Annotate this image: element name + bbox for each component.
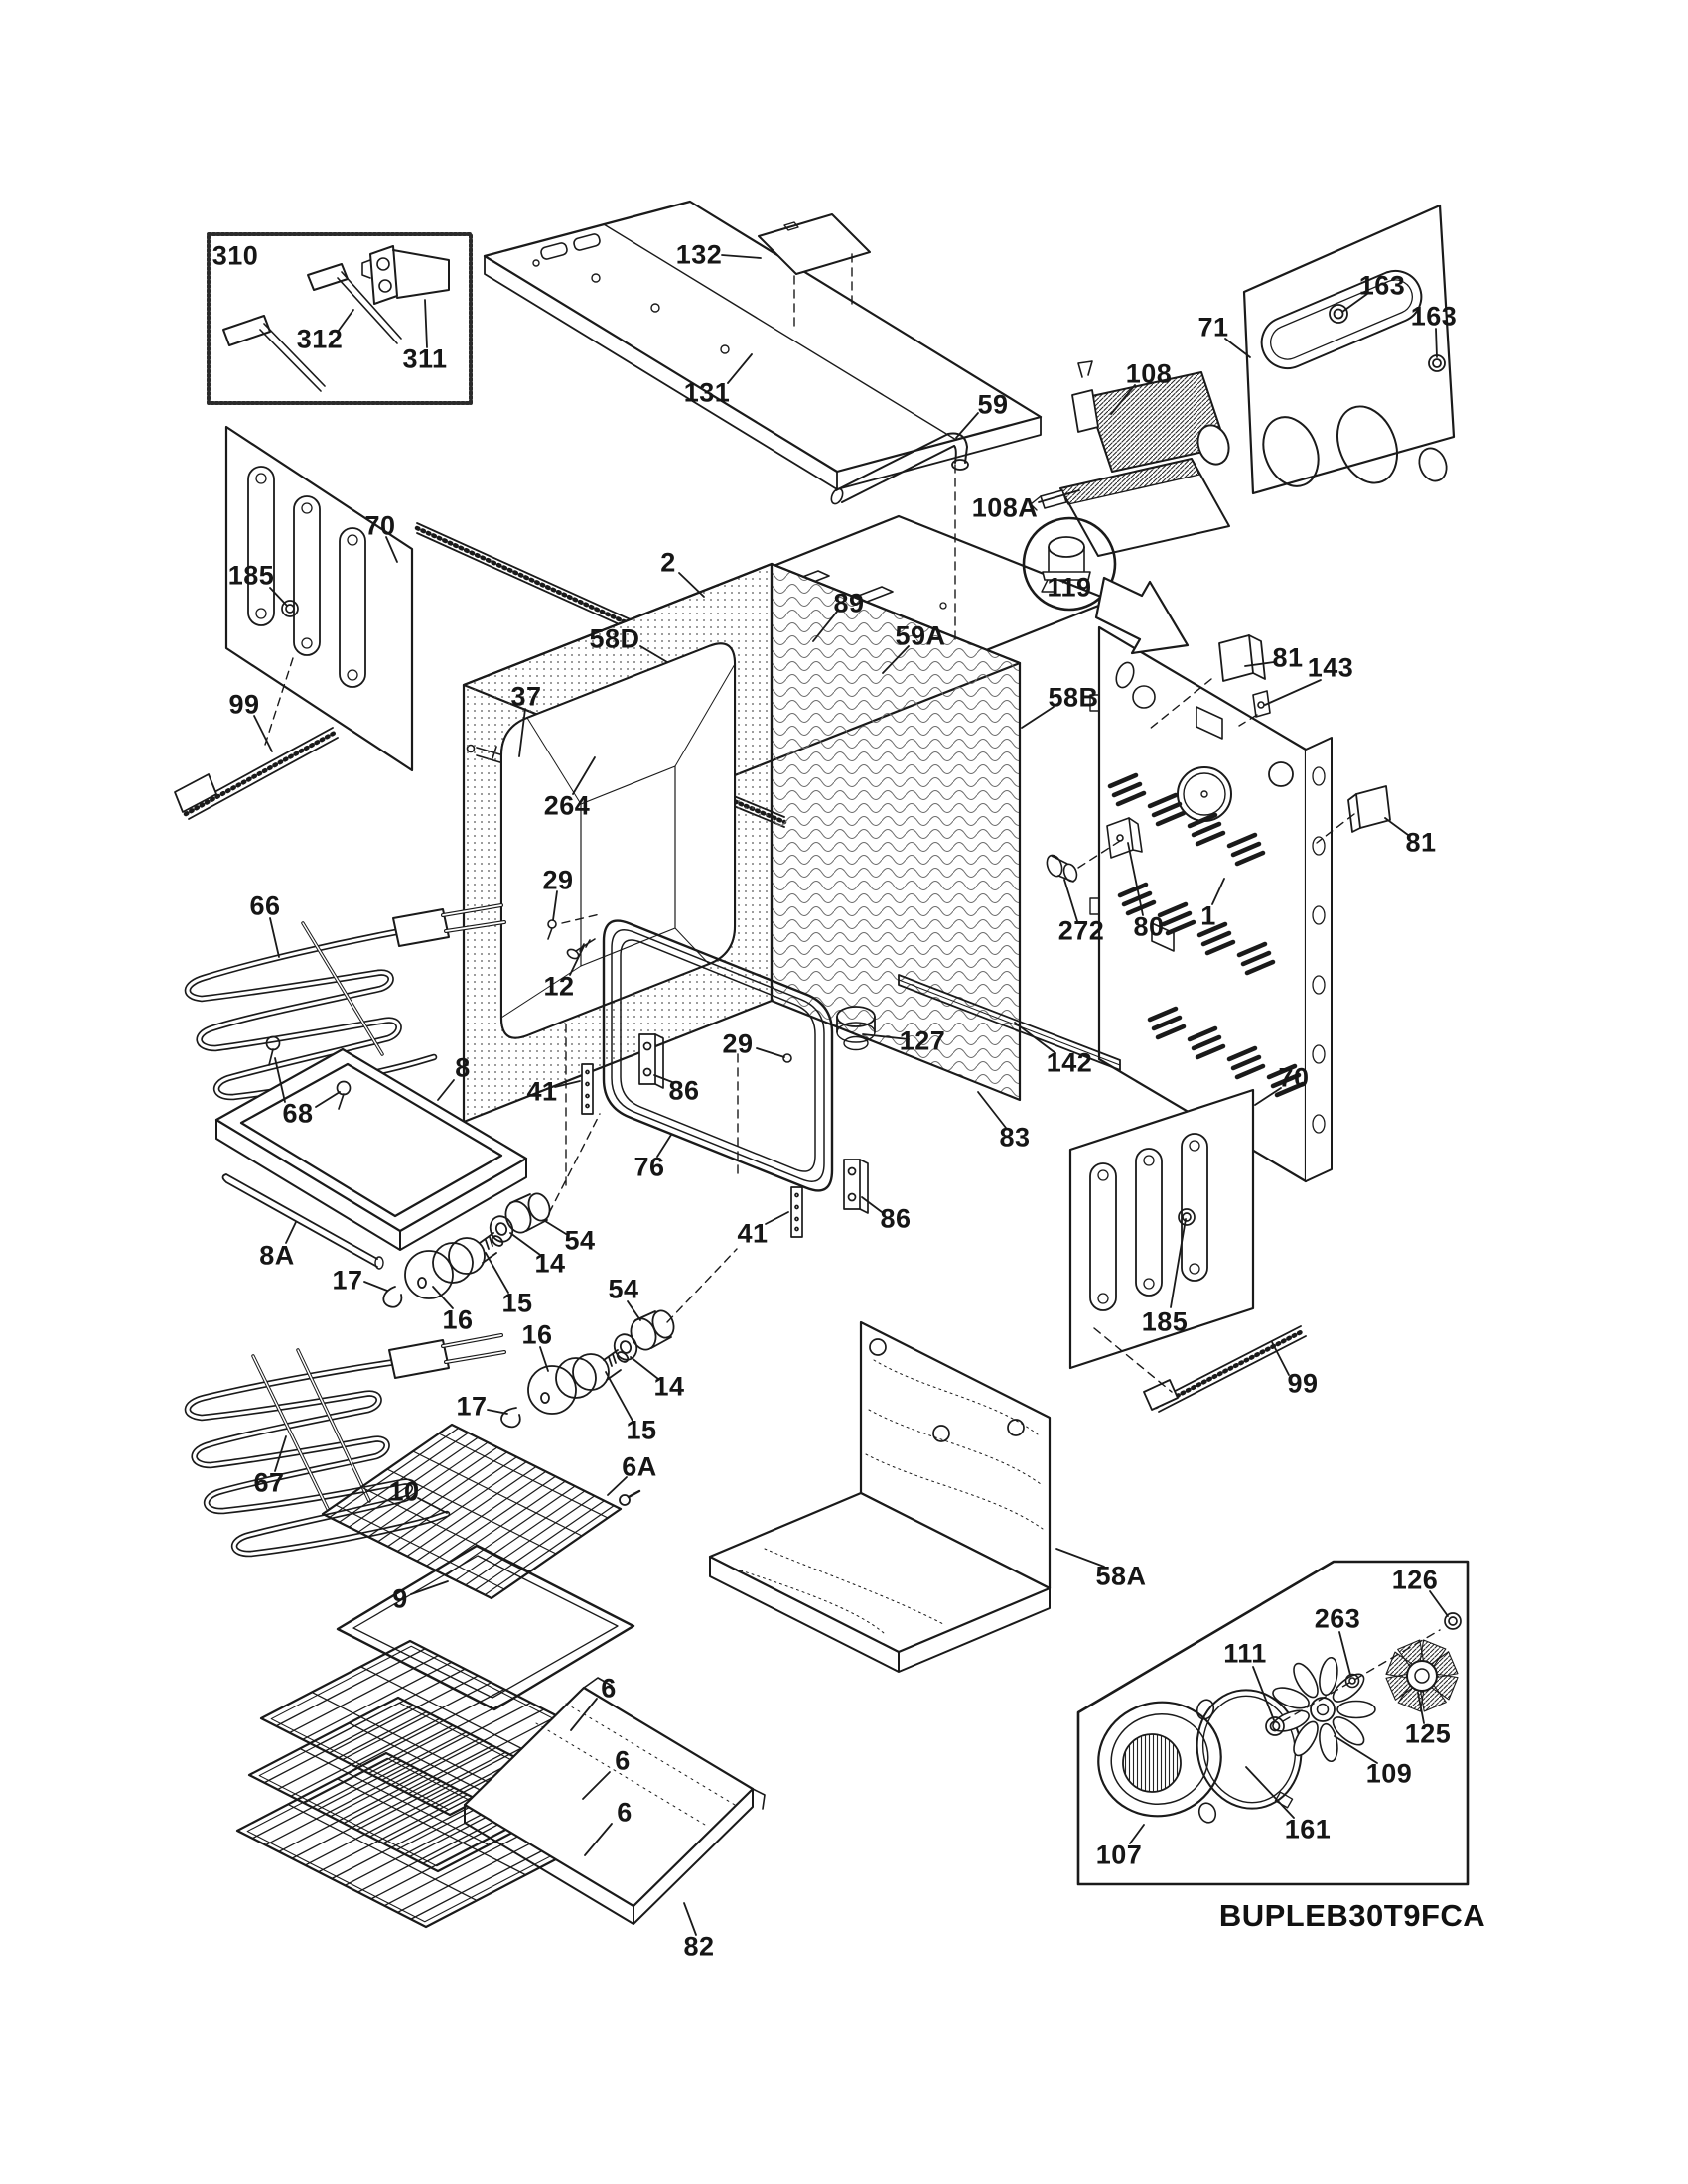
part-label-54: 54 bbox=[608, 1274, 639, 1304]
outer-panel-71 bbox=[1244, 205, 1454, 494]
part-label-86: 86 bbox=[668, 1075, 700, 1106]
part-label-58A: 58A bbox=[1095, 1561, 1147, 1591]
part-label-37: 37 bbox=[510, 681, 542, 712]
part-label-70: 70 bbox=[1278, 1062, 1310, 1093]
part-label-264: 264 bbox=[543, 790, 591, 821]
part-label-263: 263 bbox=[1314, 1603, 1361, 1634]
back-panel-1 bbox=[1024, 518, 1390, 1181]
part-label-58B: 58B bbox=[1048, 682, 1099, 713]
heater-108 bbox=[1072, 358, 1233, 472]
part-label-6: 6 bbox=[601, 1673, 617, 1704]
wire-17 bbox=[501, 1408, 520, 1427]
part-label-310: 310 bbox=[211, 240, 259, 271]
top-cover-131 bbox=[485, 202, 1041, 489]
model-number: BUPLEB30T9FCA bbox=[1218, 1898, 1486, 1933]
part-label-82: 82 bbox=[683, 1931, 715, 1962]
part-label-185: 185 bbox=[227, 560, 275, 591]
part-label-163: 163 bbox=[1358, 270, 1406, 301]
part-label-17: 17 bbox=[332, 1265, 363, 1296]
bottom-panel-82 bbox=[465, 1678, 765, 1924]
part-label-8: 8 bbox=[455, 1052, 471, 1083]
part-label-81: 81 bbox=[1272, 642, 1304, 673]
motor-125 bbox=[1386, 1640, 1458, 1711]
part-label-86: 86 bbox=[880, 1203, 912, 1234]
part-label-68: 68 bbox=[282, 1098, 314, 1129]
leader-lines bbox=[254, 255, 1448, 1935]
part-label-70: 70 bbox=[364, 510, 396, 541]
part-label-125: 125 bbox=[1404, 1718, 1452, 1749]
rail-99 bbox=[1144, 1326, 1306, 1412]
part-label-41: 41 bbox=[526, 1076, 558, 1107]
spacer-41-right bbox=[791, 1187, 802, 1237]
part-label-163: 163 bbox=[1410, 301, 1458, 332]
part-label-17: 17 bbox=[456, 1391, 488, 1422]
lens-54 bbox=[627, 1315, 659, 1353]
hinge-86-right bbox=[844, 1160, 868, 1213]
bake-element-67 bbox=[188, 1335, 504, 1554]
part-label-8A: 8A bbox=[259, 1240, 295, 1271]
bracket-81-top bbox=[1219, 635, 1265, 681]
part-label-132: 132 bbox=[675, 239, 723, 270]
part-label-89: 89 bbox=[833, 588, 865, 618]
part-label-127: 127 bbox=[899, 1025, 946, 1056]
screw-272 bbox=[1045, 853, 1079, 883]
part-label-119: 119 bbox=[1047, 572, 1092, 603]
part-label-161: 161 bbox=[1284, 1814, 1332, 1844]
part-label-59: 59 bbox=[977, 389, 1009, 420]
oven-cavity-body bbox=[464, 564, 1020, 1122]
part-label-142: 142 bbox=[1046, 1047, 1093, 1078]
gasket-14 bbox=[611, 1331, 640, 1363]
part-label-312: 312 bbox=[296, 324, 344, 354]
part-label-54: 54 bbox=[564, 1225, 596, 1256]
part-label-272: 272 bbox=[1057, 915, 1105, 946]
fan-cover-107 bbox=[1086, 1690, 1233, 1830]
part-label-66: 66 bbox=[249, 890, 281, 921]
bolt-6A bbox=[620, 1491, 639, 1505]
socket-16 bbox=[528, 1366, 576, 1414]
part-label-16: 16 bbox=[442, 1304, 474, 1335]
part-label-80: 80 bbox=[1133, 911, 1165, 942]
spacer-41-left bbox=[582, 1064, 593, 1114]
part-label-71: 71 bbox=[1197, 312, 1229, 342]
part-label-99: 99 bbox=[1287, 1368, 1319, 1399]
part-label-15: 15 bbox=[501, 1288, 533, 1318]
part-label-6: 6 bbox=[615, 1745, 631, 1776]
part-label-14: 14 bbox=[653, 1371, 685, 1402]
part-label-41: 41 bbox=[737, 1218, 769, 1249]
part-label-143: 143 bbox=[1307, 652, 1354, 683]
part-label-111: 111 bbox=[1223, 1638, 1267, 1669]
part-label-9: 9 bbox=[392, 1583, 408, 1614]
part-label-6: 6 bbox=[617, 1797, 633, 1828]
part-label-16: 16 bbox=[521, 1319, 553, 1350]
part-label-109: 109 bbox=[1365, 1758, 1413, 1789]
light-assembly-lower bbox=[501, 1307, 677, 1427]
part-label-29: 29 bbox=[722, 1028, 754, 1059]
rail-99 bbox=[175, 728, 338, 819]
socket-16 bbox=[405, 1251, 453, 1298]
part-label-59A: 59A bbox=[895, 620, 946, 651]
part-label-107: 107 bbox=[1095, 1840, 1143, 1870]
side-panel-70-left bbox=[175, 427, 412, 819]
part-label-185: 185 bbox=[1141, 1306, 1189, 1337]
bracket-81-right bbox=[1348, 786, 1390, 832]
part-label-58D: 58D bbox=[589, 623, 640, 654]
part-label-1: 1 bbox=[1200, 900, 1216, 931]
bake-cover-10 bbox=[323, 1425, 639, 1598]
part-label-76: 76 bbox=[633, 1152, 665, 1182]
part-label-126: 126 bbox=[1391, 1565, 1439, 1595]
wood-shield-58A bbox=[710, 1322, 1050, 1672]
part-label-67: 67 bbox=[253, 1467, 285, 1498]
part-label-2: 2 bbox=[660, 547, 676, 578]
part-label-14: 14 bbox=[534, 1248, 566, 1279]
part-label-99: 99 bbox=[228, 689, 260, 720]
part-label-81: 81 bbox=[1405, 827, 1437, 858]
part-label-108A: 108A bbox=[971, 492, 1039, 523]
part-label-131: 131 bbox=[683, 377, 731, 408]
part-label-6A: 6A bbox=[622, 1451, 657, 1482]
part-label-12: 12 bbox=[543, 971, 575, 1002]
heater-bracket-108A bbox=[1031, 459, 1229, 556]
part-label-83: 83 bbox=[999, 1122, 1031, 1153]
screw-29-inner bbox=[783, 1054, 791, 1062]
part-label-29: 29 bbox=[542, 865, 574, 895]
inset-box-310 bbox=[209, 234, 471, 403]
part-label-15: 15 bbox=[626, 1415, 657, 1445]
part-label-108: 108 bbox=[1125, 358, 1173, 389]
part-label-10: 10 bbox=[388, 1476, 420, 1507]
part-label-311: 311 bbox=[402, 343, 448, 374]
